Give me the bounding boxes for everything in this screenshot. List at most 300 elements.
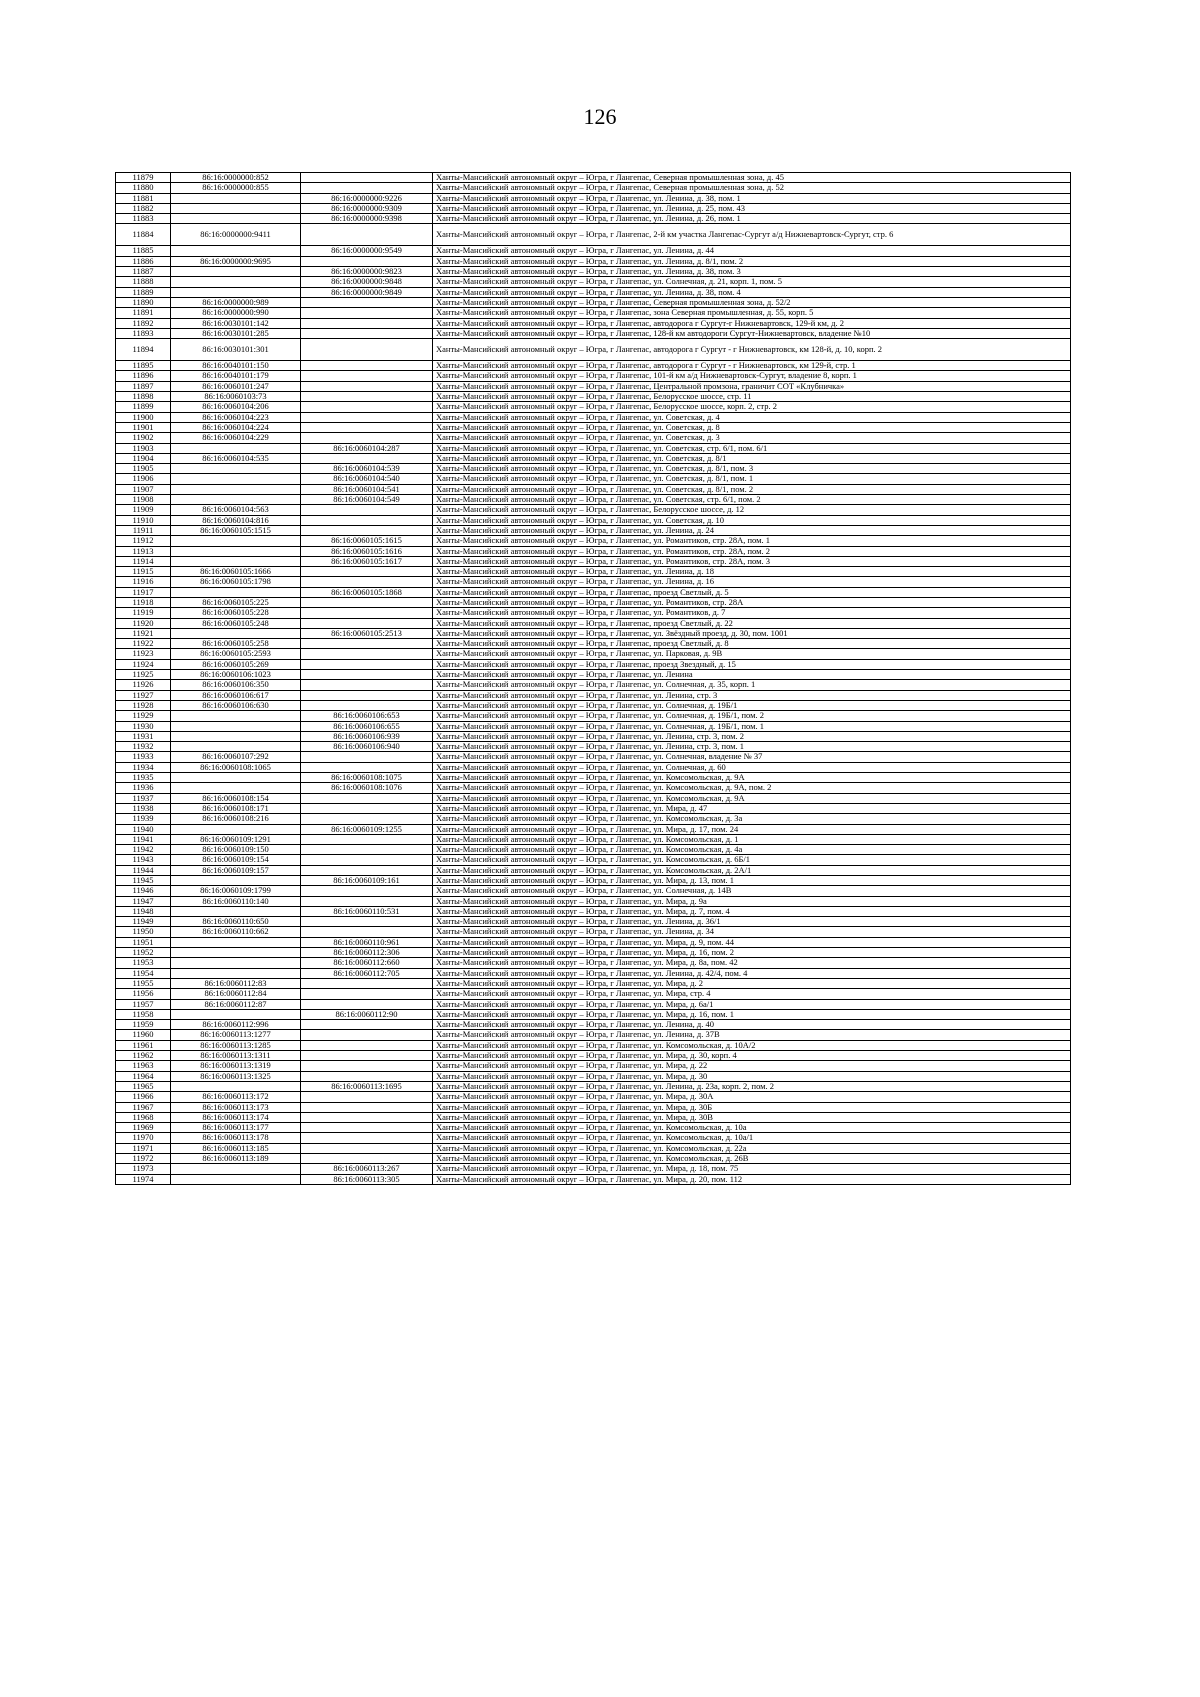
table-row <box>116 937 1071 947</box>
row-number-cell: 11882 <box>116 203 171 213</box>
table-row <box>116 402 1071 412</box>
table-row <box>116 422 1071 432</box>
row-number-cell: 11965 <box>116 1081 171 1091</box>
address-cell: Ханты-Мансийский автономный округ – Югра, г Лангепас, ул. Комсомольская, д. 9А, пом. 2 <box>433 783 1071 793</box>
address-cell: Ханты-Мансийский автономный округ – Югра, г Лангепас, ул. Ленина, стр. 3 <box>433 690 1071 700</box>
land-cadastral-number-cell: 86:16:0060113:1311 <box>171 1051 301 1061</box>
land-cadastral-number-cell: 86:16:0060113:1319 <box>171 1061 301 1071</box>
table-row <box>116 1009 1071 1019</box>
address-cell: Ханты-Мансийский автономный округ – Югра, г Лангепас, ул. Ленина, д. 25, пом. 43 <box>433 203 1071 213</box>
building-cadastral-number-cell: 86:16:0000000:9823 <box>301 267 433 277</box>
row-number-cell: 11898 <box>116 392 171 402</box>
building-cadastral-number-cell <box>301 505 433 515</box>
row-number-cell: 11960 <box>116 1030 171 1040</box>
table-row <box>116 618 1071 628</box>
row-number-cell: 11880 <box>116 183 171 193</box>
address-cell: Ханты-Мансийский автономный округ – Югра, г Лангепас, ул. Комсомольская, д. 3а <box>433 814 1071 824</box>
building-cadastral-number-cell <box>301 173 433 183</box>
table-row <box>116 546 1071 556</box>
row-number-cell: 11932 <box>116 742 171 752</box>
building-cadastral-number-cell: 86:16:0060112:90 <box>301 1009 433 1019</box>
building-cadastral-number-cell: 86:16:0060104:540 <box>301 474 433 484</box>
row-number-cell: 11940 <box>116 824 171 834</box>
land-cadastral-number-cell <box>171 628 301 638</box>
land-cadastral-number-cell <box>171 495 301 505</box>
row-number-cell: 11887 <box>116 267 171 277</box>
row-number-cell: 11943 <box>116 855 171 865</box>
building-cadastral-number-cell <box>301 422 433 432</box>
building-cadastral-number-cell <box>301 814 433 824</box>
building-cadastral-number-cell <box>301 224 433 246</box>
building-cadastral-number-cell <box>301 392 433 402</box>
table-row <box>116 927 1071 937</box>
address-cell: Ханты-Мансийский автономный округ – Югра, г Лангепас, ул. Советская, д. 10 <box>433 515 1071 525</box>
building-cadastral-number-cell <box>301 978 433 988</box>
building-cadastral-number-cell: 86:16:0060109:1255 <box>301 824 433 834</box>
land-cadastral-number-cell: 86:16:0060112:996 <box>171 1020 301 1030</box>
row-number-cell: 11941 <box>116 834 171 844</box>
address-cell: Ханты-Мансийский автономный округ – Югра, г Лангепас, ул. Мира, д. 6а/1 <box>433 999 1071 1009</box>
row-number-cell: 11950 <box>116 927 171 937</box>
row-number-cell: 11923 <box>116 649 171 659</box>
table-row <box>116 361 1071 371</box>
table-row <box>116 752 1071 762</box>
building-cadastral-number-cell <box>301 896 433 906</box>
page-number: 126 <box>583 104 617 129</box>
building-cadastral-number-cell <box>301 412 433 422</box>
address-cell: Ханты-Мансийский автономный округ – Югра, г Лангепас, ул. Мира, д. 16, пом. 1 <box>433 1009 1071 1019</box>
land-cadastral-number-cell: 86:16:0060109:150 <box>171 845 301 855</box>
building-cadastral-number-cell: 86:16:0060105:1616 <box>301 546 433 556</box>
address-cell: Ханты-Мансийский автономный округ – Югра, г Лангепас, Северная промышленная зона, д. 52/2 <box>433 297 1071 307</box>
building-cadastral-number-cell <box>301 649 433 659</box>
table-row <box>116 1123 1071 1133</box>
land-cadastral-number-cell: 86:16:0060105:269 <box>171 659 301 669</box>
table-row <box>116 700 1071 710</box>
land-cadastral-number-cell: 86:16:0060104:535 <box>171 453 301 463</box>
land-cadastral-number-cell <box>171 711 301 721</box>
building-cadastral-number-cell <box>301 1092 433 1102</box>
address-cell: Ханты-Мансийский автономный округ – Югра, г Лангепас, ул. Романтиков, стр. 28А, пом. 1 <box>433 536 1071 546</box>
land-cadastral-number-cell: 86:16:0060106:617 <box>171 690 301 700</box>
building-cadastral-number-cell <box>301 597 433 607</box>
address-cell: Ханты-Мансийский автономный округ – Югра, г Лангепас, ул. Ленина, д. 16 <box>433 577 1071 587</box>
building-cadastral-number-cell <box>301 256 433 266</box>
address-cell: Ханты-Мансийский автономный округ – Югра, г Лангепас, ул. Советская, д. 8/1, пом. 2 <box>433 484 1071 494</box>
land-cadastral-number-cell <box>171 246 301 256</box>
address-cell: Ханты-Мансийский автономный округ – Югра, г Лангепас, ул. Мира, д. 13, пом. 1 <box>433 876 1071 886</box>
table-row <box>116 834 1071 844</box>
address-cell: Ханты-Мансийский автономный округ – Югра, г Лангепас, ул. Мира, д. 18, пом. 75 <box>433 1164 1071 1174</box>
address-cell: Ханты-Мансийский автономный округ – Югра, г Лангепас, ул. Романтиков, д. 7 <box>433 608 1071 618</box>
building-cadastral-number-cell: 86:16:0060104:549 <box>301 495 433 505</box>
table-row <box>116 670 1071 680</box>
row-number-cell: 11953 <box>116 958 171 968</box>
land-cadastral-number-cell: 86:16:0000000:9411 <box>171 224 301 246</box>
building-cadastral-number-cell <box>301 1040 433 1050</box>
address-cell: Ханты-Мансийский автономный округ – Югра, г Лангепас, ул. Ленина, д. 18 <box>433 567 1071 577</box>
land-cadastral-number-cell <box>171 876 301 886</box>
table-row <box>116 339 1071 361</box>
building-cadastral-number-cell <box>301 183 433 193</box>
row-number-cell: 11968 <box>116 1112 171 1122</box>
building-cadastral-number-cell <box>301 639 433 649</box>
row-number-cell: 11895 <box>116 361 171 371</box>
row-number-cell: 11904 <box>116 453 171 463</box>
table-row <box>116 649 1071 659</box>
address-cell: Ханты-Мансийский автономный округ – Югра, г Лангепас, ул. Советская, д. 8/1, пом. 3 <box>433 464 1071 474</box>
address-cell: Ханты-Мансийский автономный округ – Югра, г Лангепас, ул. Комсомольская, д. 6Б/1 <box>433 855 1071 865</box>
address-cell: Ханты-Мансийский автономный округ – Югра, г Лангепас, ул. Мира, д. 30А <box>433 1092 1071 1102</box>
row-number-cell: 11888 <box>116 277 171 287</box>
address-cell: Ханты-Мансийский автономный округ – Югра, г Лангепас, ул. Мира, стр. 4 <box>433 989 1071 999</box>
row-number-cell: 11962 <box>116 1051 171 1061</box>
table-row <box>116 515 1071 525</box>
building-cadastral-number-cell <box>301 371 433 381</box>
building-cadastral-number-cell <box>301 608 433 618</box>
table-row <box>116 824 1071 834</box>
address-cell: Ханты-Мансийский автономный округ – Югра, г Лангепас, ул. Комсомольская, д. 9А <box>433 793 1071 803</box>
table-row <box>116 803 1071 813</box>
row-number-cell: 11956 <box>116 989 171 999</box>
land-cadastral-number-cell: 86:16:0060113:173 <box>171 1102 301 1112</box>
table-row <box>116 495 1071 505</box>
address-cell: Ханты-Мансийский автономный округ – Югра, г Лангепас, ул. Романтиков, стр. 28А <box>433 597 1071 607</box>
building-cadastral-number-cell: 86:16:0060110:531 <box>301 906 433 916</box>
building-cadastral-number-cell <box>301 1061 433 1071</box>
table-row <box>116 731 1071 741</box>
land-cadastral-number-cell: 86:16:0060112:83 <box>171 978 301 988</box>
land-cadastral-number-cell <box>171 948 301 958</box>
table-row <box>116 1030 1071 1040</box>
land-cadastral-number-cell <box>171 556 301 566</box>
address-cell: Ханты-Мансийский автономный округ – Югра, г Лангепас, Северная промышленная зона, д. 52 <box>433 183 1071 193</box>
table-row <box>116 659 1071 669</box>
land-cadastral-number-cell: 86:16:0060105:1515 <box>171 525 301 535</box>
building-cadastral-number-cell <box>301 577 433 587</box>
building-cadastral-number-cell <box>301 339 433 361</box>
row-number-cell: 11910 <box>116 515 171 525</box>
row-number-cell: 11961 <box>116 1040 171 1050</box>
address-cell: Ханты-Мансийский автономный округ – Югра, г Лангепас, ул. Комсомольская, д. 10а/1 <box>433 1133 1071 1143</box>
land-cadastral-number-cell <box>171 783 301 793</box>
table-row <box>116 318 1071 328</box>
row-number-cell: 11886 <box>116 256 171 266</box>
address-cell: Ханты-Мансийский автономный округ – Югра, г Лангепас, автодорога г Сургут - г Нижневартовск, км 128-й, д. 10, корп. 2 <box>433 339 1071 361</box>
address-cell: Ханты-Мансийский автономный округ – Югра, г Лангепас, зона Северная промышленная, д. 55, корп. 5 <box>433 308 1071 318</box>
building-cadastral-number-cell: 86:16:0000000:9309 <box>301 203 433 213</box>
address-cell: Ханты-Мансийский автономный округ – Югра, г Лангепас, ул. Ленина, д. 23а, корп. 2, пом. 2 <box>433 1081 1071 1091</box>
table-row <box>116 783 1071 793</box>
row-number-cell: 11959 <box>116 1020 171 1030</box>
land-cadastral-number-cell: 86:16:0000000:855 <box>171 183 301 193</box>
building-cadastral-number-cell <box>301 865 433 875</box>
table-row <box>116 845 1071 855</box>
table-row <box>116 978 1071 988</box>
building-cadastral-number-cell: 86:16:0060106:653 <box>301 711 433 721</box>
row-number-cell: 11891 <box>116 308 171 318</box>
land-cadastral-number-cell: 86:16:0060109:1799 <box>171 886 301 896</box>
land-cadastral-number-cell: 86:16:0060105:248 <box>171 618 301 628</box>
building-cadastral-number-cell: 86:16:0060105:2513 <box>301 628 433 638</box>
row-number-cell: 11966 <box>116 1092 171 1102</box>
land-cadastral-number-cell <box>171 277 301 287</box>
address-cell: Ханты-Мансийский автономный округ – Югра, г Лангепас, ул. Ленина <box>433 670 1071 680</box>
row-number-cell: 11879 <box>116 173 171 183</box>
table-row <box>116 392 1071 402</box>
table-row <box>116 917 1071 927</box>
building-cadastral-number-cell <box>301 1112 433 1122</box>
address-cell: Ханты-Мансийский автономный округ – Югра, г Лангепас, ул. Ленина, д. 38, пом. 1 <box>433 193 1071 203</box>
table-row <box>116 1040 1071 1050</box>
address-cell: Ханты-Мансийский автономный округ – Югра, г Лангепас, ул. Мира, д. 20, пом. 112 <box>433 1174 1071 1184</box>
land-cadastral-number-cell <box>171 721 301 731</box>
land-cadastral-number-cell: 86:16:0060104:223 <box>171 412 301 422</box>
land-cadastral-number-cell: 86:16:0060109:157 <box>171 865 301 875</box>
address-cell: Ханты-Мансийский автономный округ – Югра, г Лангепас, проезд Светлый, д. 22 <box>433 618 1071 628</box>
land-cadastral-number-cell: 86:16:0060103:73 <box>171 392 301 402</box>
table-row <box>116 896 1071 906</box>
row-number-cell: 11900 <box>116 412 171 422</box>
building-cadastral-number-cell: 86:16:0000000:9398 <box>301 214 433 224</box>
building-cadastral-number-cell <box>301 515 433 525</box>
land-cadastral-number-cell: 86:16:0060105:228 <box>171 608 301 618</box>
building-cadastral-number-cell: 86:16:0060110:961 <box>301 937 433 947</box>
building-cadastral-number-cell <box>301 1143 433 1153</box>
address-cell: Ханты-Мансийский автономный округ – Югра, г Лангепас, ул. Ленина, д. 26, пом. 1 <box>433 214 1071 224</box>
table-row <box>116 989 1071 999</box>
building-cadastral-number-cell <box>301 855 433 865</box>
table-row <box>116 443 1071 453</box>
building-cadastral-number-cell <box>301 999 433 1009</box>
land-cadastral-number-cell: 86:16:0060113:177 <box>171 1123 301 1133</box>
address-cell: Ханты-Мансийский автономный округ – Югра, г Лангепас, ул. Советская, д. 3 <box>433 433 1071 443</box>
row-number-cell: 11921 <box>116 628 171 638</box>
row-number-cell: 11949 <box>116 917 171 927</box>
building-cadastral-number-cell <box>301 927 433 937</box>
row-number-cell: 11884 <box>116 224 171 246</box>
table-row <box>116 1051 1071 1061</box>
address-cell: Ханты-Мансийский автономный округ – Югра, г Лангепас, ул. Мира, д. 30 <box>433 1071 1071 1081</box>
building-cadastral-number-cell <box>301 680 433 690</box>
address-cell: Ханты-Мансийский автономный округ – Югра, г Лангепас, ул. Комсомольская, д. 10а <box>433 1123 1071 1133</box>
table-row <box>116 876 1071 886</box>
row-number-cell: 11964 <box>116 1071 171 1081</box>
building-cadastral-number-cell: 86:16:0060112:705 <box>301 968 433 978</box>
row-number-cell: 11963 <box>116 1061 171 1071</box>
land-cadastral-number-cell <box>171 287 301 297</box>
address-cell: Ханты-Мансийский автономный округ – Югра, г Лангепас, ул. Ленина, д. 24 <box>433 525 1071 535</box>
address-cell: Ханты-Мансийский автономный округ – Югра, г Лангепас, ул. Ленина, д. 38, пом. 3 <box>433 267 1071 277</box>
row-number-cell: 11885 <box>116 246 171 256</box>
address-cell: Ханты-Мансийский автономный округ – Югра, г Лангепас, ул. Комсомольская, д. 4а <box>433 845 1071 855</box>
land-cadastral-number-cell: 86:16:0060108:171 <box>171 803 301 813</box>
land-cadastral-number-cell: 86:16:0040101:179 <box>171 371 301 381</box>
table-row <box>116 1061 1071 1071</box>
land-cadastral-number-cell: 86:16:0060108:154 <box>171 793 301 803</box>
land-cadastral-number-cell <box>171 742 301 752</box>
land-cadastral-number-cell: 86:16:0000000:852 <box>171 173 301 183</box>
land-cadastral-number-cell: 86:16:0060105:258 <box>171 639 301 649</box>
table-row <box>116 906 1071 916</box>
row-number-cell: 11893 <box>116 328 171 338</box>
building-cadastral-number-cell <box>301 1102 433 1112</box>
building-cadastral-number-cell <box>301 361 433 371</box>
building-cadastral-number-cell <box>301 886 433 896</box>
building-cadastral-number-cell <box>301 297 433 307</box>
address-cell: Ханты-Мансийский автономный округ – Югра, г Лангепас, ул. Романтиков, стр. 28А, пом. 2 <box>433 546 1071 556</box>
address-cell: Ханты-Мансийский автономный округ – Югра, г Лангепас, ул. Комсомольская, д. 26В <box>433 1154 1071 1164</box>
land-cadastral-number-cell: 86:16:0060110:140 <box>171 896 301 906</box>
table-row <box>116 639 1071 649</box>
address-cell: Ханты-Мансийский автономный округ – Югра, г Лангепас, ул. Ленина, д. 42/4, пом. 4 <box>433 968 1071 978</box>
building-cadastral-number-cell: 86:16:0000000:9848 <box>301 277 433 287</box>
table-row <box>116 183 1071 193</box>
land-cadastral-number-cell <box>171 1081 301 1091</box>
building-cadastral-number-cell <box>301 1030 433 1040</box>
address-cell: Ханты-Мансийский автономный округ – Югра, г Лангепас, ул. Мира, д. 9, пом. 44 <box>433 937 1071 947</box>
building-cadastral-number-cell: 86:16:0000000:9849 <box>301 287 433 297</box>
building-cadastral-number-cell: 86:16:0060105:1615 <box>301 536 433 546</box>
land-cadastral-number-cell <box>171 546 301 556</box>
land-cadastral-number-cell <box>171 968 301 978</box>
address-cell: Ханты-Мансийский автономный округ – Югра, г Лангепас, ул. Советская, д. 8/1 <box>433 453 1071 463</box>
address-cell: Ханты-Мансийский автономный округ – Югра, г Лангепас, ул. Советская, д. 8 <box>433 422 1071 432</box>
building-cadastral-number-cell <box>301 402 433 412</box>
address-cell: Ханты-Мансийский автономный округ – Югра, г Лангепас, ул. Солнечная, д. 19Б/1, пом. 1 <box>433 721 1071 731</box>
table-row <box>116 721 1071 731</box>
row-number-cell: 11909 <box>116 505 171 515</box>
building-cadastral-number-cell: 86:16:0000000:9226 <box>301 193 433 203</box>
land-cadastral-number-cell: 86:16:0060106:630 <box>171 700 301 710</box>
row-number-cell: 11911 <box>116 525 171 535</box>
building-cadastral-number-cell: 86:16:0060108:1075 <box>301 773 433 783</box>
table-row <box>116 1174 1071 1184</box>
table-row <box>116 525 1071 535</box>
address-cell: Ханты-Мансийский автономный округ – Югра, г Лангепас, ул. Ленина, д. 44 <box>433 246 1071 256</box>
address-cell: Ханты-Мансийский автономный округ – Югра, г Лангепас, ул. Советская, д. 4 <box>433 412 1071 422</box>
row-number-cell: 11896 <box>116 371 171 381</box>
row-number-cell: 11970 <box>116 1133 171 1143</box>
address-cell: Ханты-Мансийский автономный округ – Югра, г Лангепас, ул. Мира, д. 8а, пом. 42 <box>433 958 1071 968</box>
table-row <box>116 412 1071 422</box>
building-cadastral-number-cell: 86:16:0060113:1695 <box>301 1081 433 1091</box>
row-number-cell: 11916 <box>116 577 171 587</box>
address-cell: Ханты-Мансийский автономный округ – Югра, г Лангепас, ул. Мира, д. 47 <box>433 803 1071 813</box>
building-cadastral-number-cell <box>301 793 433 803</box>
building-cadastral-number-cell: 86:16:0060106:939 <box>301 731 433 741</box>
land-cadastral-number-cell: 86:16:0000000:989 <box>171 297 301 307</box>
building-cadastral-number-cell <box>301 308 433 318</box>
table-row <box>116 793 1071 803</box>
table-row <box>116 948 1071 958</box>
table-row <box>116 464 1071 474</box>
row-number-cell: 11913 <box>116 546 171 556</box>
registry-table-body <box>116 173 1071 1185</box>
row-number-cell: 11952 <box>116 948 171 958</box>
land-cadastral-number-cell: 86:16:0060113:1277 <box>171 1030 301 1040</box>
table-row <box>116 742 1071 752</box>
row-number-cell: 11927 <box>116 690 171 700</box>
address-cell: Ханты-Мансийский автономный округ – Югра, г Лангепас, ул. Солнечная, д. 19Б/1, пом. 2 <box>433 711 1071 721</box>
address-cell: Ханты-Мансийский автономный округ – Югра, г Лангепас, ул. Ленина, стр. 3, пом. 2 <box>433 731 1071 741</box>
building-cadastral-number-cell <box>301 567 433 577</box>
address-cell: Ханты-Мансийский автономный округ – Югра, г Лангепас, ул. Парковая, д. 9В <box>433 649 1071 659</box>
row-number-cell: 11902 <box>116 433 171 443</box>
table-row <box>116 381 1071 391</box>
land-cadastral-number-cell <box>171 214 301 224</box>
building-cadastral-number-cell: 86:16:0060112:306 <box>301 948 433 958</box>
row-number-cell: 11889 <box>116 287 171 297</box>
land-cadastral-number-cell: 86:16:0040101:150 <box>171 361 301 371</box>
building-cadastral-number-cell <box>301 618 433 628</box>
land-cadastral-number-cell: 86:16:0060113:185 <box>171 1143 301 1153</box>
row-number-cell: 11954 <box>116 968 171 978</box>
row-number-cell: 11883 <box>116 214 171 224</box>
land-cadastral-number-cell <box>171 203 301 213</box>
address-cell: Ханты-Мансийский автономный округ – Югра, г Лангепас, ул. Комсомольская, д. 1 <box>433 834 1071 844</box>
address-cell: Ханты-Мансийский автономный округ – Югра, г Лангепас, ул. Мира, д. 22 <box>433 1061 1071 1071</box>
row-number-cell: 11933 <box>116 752 171 762</box>
table-row <box>116 277 1071 287</box>
table-row <box>116 587 1071 597</box>
row-number-cell: 11890 <box>116 297 171 307</box>
land-cadastral-number-cell: 86:16:0060112:87 <box>171 999 301 1009</box>
row-number-cell: 11918 <box>116 597 171 607</box>
table-row <box>116 1164 1071 1174</box>
land-cadastral-number-cell: 86:16:0030101:285 <box>171 328 301 338</box>
registry-table <box>115 172 1071 1185</box>
address-cell: Ханты-Мансийский автономный округ – Югра, г Лангепас, Северная промышленная зона, д. 45 <box>433 173 1071 183</box>
table-row <box>116 505 1071 515</box>
row-number-cell: 11944 <box>116 865 171 875</box>
land-cadastral-number-cell <box>171 536 301 546</box>
land-cadastral-number-cell: 86:16:0060106:1023 <box>171 670 301 680</box>
land-cadastral-number-cell: 86:16:0060105:2593 <box>171 649 301 659</box>
table-row <box>116 711 1071 721</box>
land-cadastral-number-cell: 86:16:0060105:225 <box>171 597 301 607</box>
row-number-cell: 11946 <box>116 886 171 896</box>
address-cell: Ханты-Мансийский автономный округ – Югра, г Лангепас, ул. Комсомольская, д. 9А <box>433 773 1071 783</box>
land-cadastral-number-cell: 86:16:0060109:1291 <box>171 834 301 844</box>
land-cadastral-number-cell: 86:16:0060106:350 <box>171 680 301 690</box>
address-cell: Ханты-Мансийский автономный округ – Югра, г Лангепас, ул. Мира, д. 30В <box>433 1112 1071 1122</box>
table-row <box>116 474 1071 484</box>
land-cadastral-number-cell: 86:16:0060108:1065 <box>171 762 301 772</box>
address-cell: Ханты-Мансийский автономный округ – Югра, г Лангепас, ул. Комсомольская, д. 22а <box>433 1143 1071 1153</box>
address-cell: Ханты-Мансийский автономный округ – Югра, г Лангепас, ул. Мира, д. 17, пом. 24 <box>433 824 1071 834</box>
table-row <box>116 1133 1071 1143</box>
table-row <box>116 203 1071 213</box>
land-cadastral-number-cell: 86:16:0060113:174 <box>171 1112 301 1122</box>
table-row <box>116 297 1071 307</box>
row-number-cell: 11881 <box>116 193 171 203</box>
building-cadastral-number-cell: 86:16:0060106:655 <box>301 721 433 731</box>
address-cell: Ханты-Мансийский автономный округ – Югра, г Лангепас, ул. Ленина, д. 40 <box>433 1020 1071 1030</box>
row-number-cell: 11942 <box>116 845 171 855</box>
row-number-cell: 11974 <box>116 1174 171 1184</box>
address-cell: Ханты-Мансийский автономный округ – Югра, г Лангепас, ул. Солнечная, д. 14В <box>433 886 1071 896</box>
building-cadastral-number-cell: 86:16:0060105:1868 <box>301 587 433 597</box>
land-cadastral-number-cell: 86:16:0060113:1325 <box>171 1071 301 1081</box>
row-number-cell: 11901 <box>116 422 171 432</box>
building-cadastral-number-cell <box>301 525 433 535</box>
land-cadastral-number-cell <box>171 464 301 474</box>
land-cadastral-number-cell: 86:16:0060104:563 <box>171 505 301 515</box>
row-number-cell: 11973 <box>116 1164 171 1174</box>
land-cadastral-number-cell: 86:16:0060113:178 <box>171 1133 301 1143</box>
row-number-cell: 11894 <box>116 339 171 361</box>
